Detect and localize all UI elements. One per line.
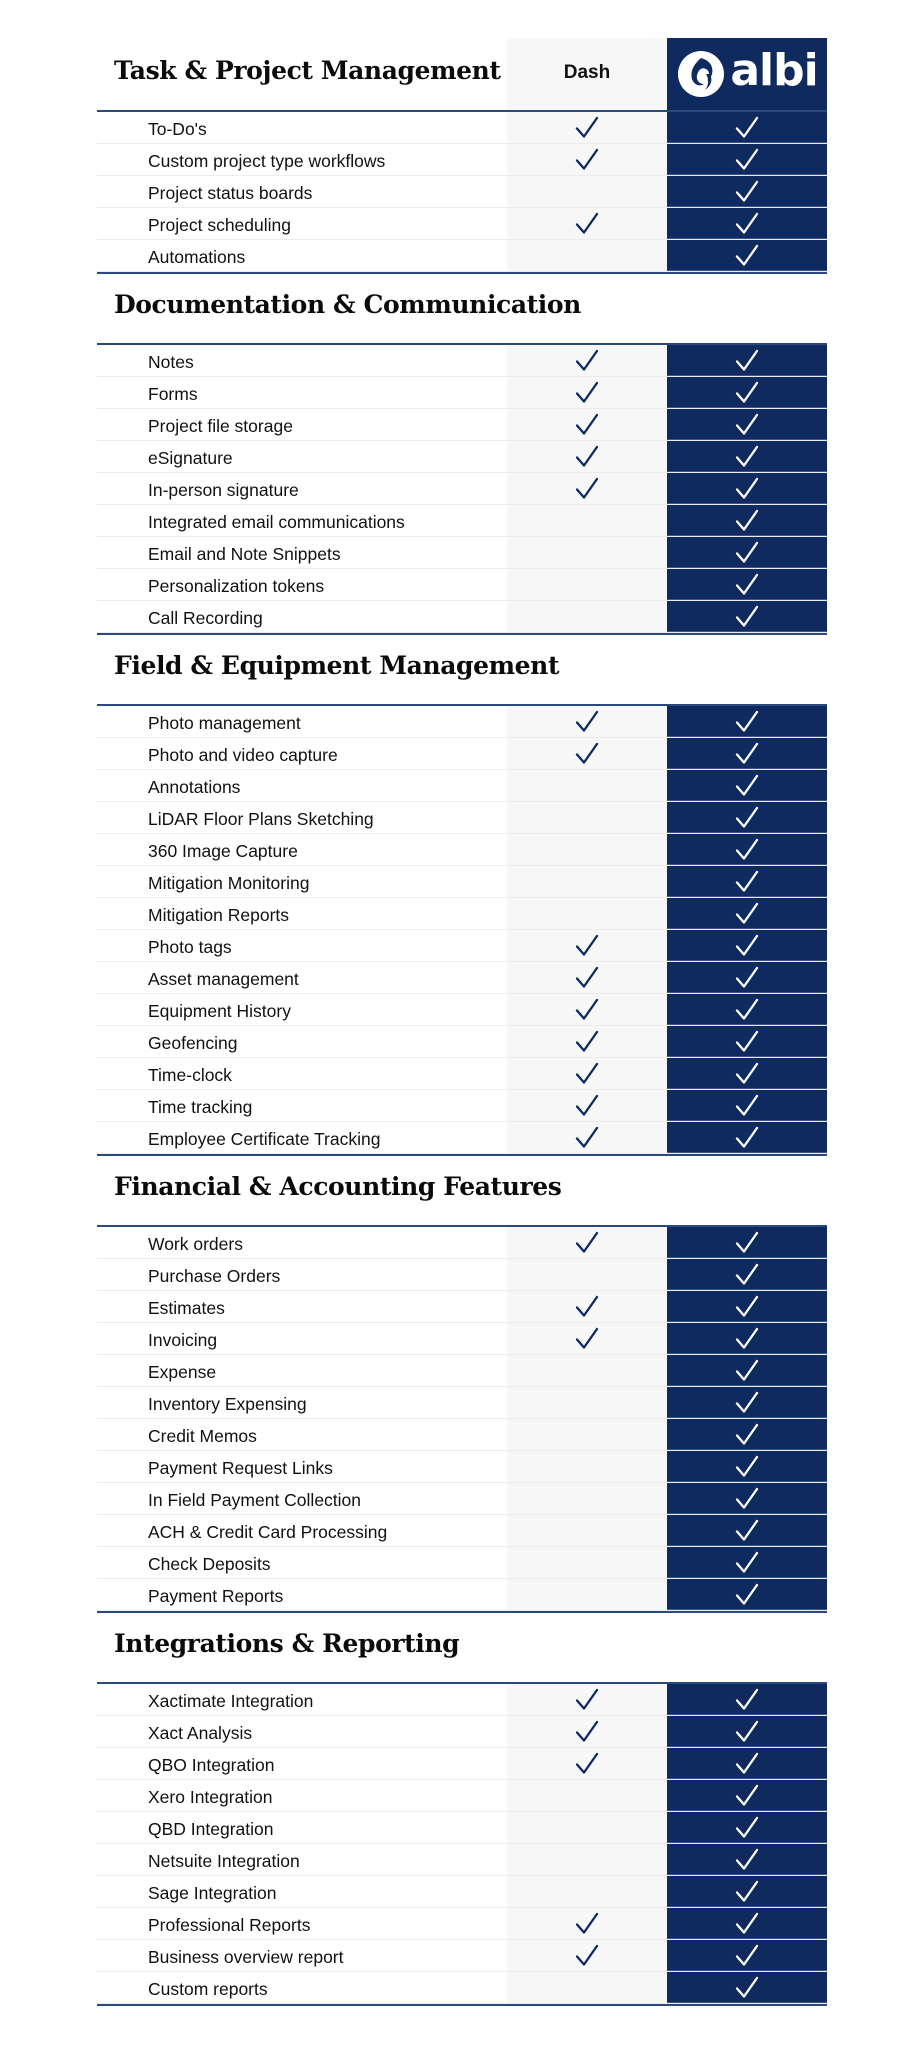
albi-check-icon — [734, 1061, 760, 1087]
albi-check-icon — [734, 933, 760, 959]
feature-row — [97, 1940, 827, 1972]
feature-label: Forms — [148, 384, 198, 404]
dash-cell — [507, 240, 667, 271]
feature-row — [97, 1355, 827, 1387]
feature-row — [97, 1972, 827, 2004]
feature-row — [97, 1748, 827, 1780]
albi-check-icon — [734, 1943, 760, 1969]
feature-label: Check Deposits — [148, 1554, 271, 1574]
feature-label: Time tracking — [148, 1097, 253, 1117]
dash-check-icon — [574, 933, 600, 959]
feature-row — [97, 1259, 827, 1291]
feature-list-financial-and-accounting-features — [97, 1225, 827, 1611]
dash-cell — [507, 834, 667, 865]
dash-check-icon — [574, 709, 600, 735]
feature-label: Photo management — [148, 713, 301, 733]
section-title: Integrations & Reporting — [114, 1629, 460, 1658]
dash-check-icon — [574, 115, 600, 141]
feature-row — [97, 1227, 827, 1259]
albi-check-icon — [734, 1582, 760, 1608]
feature-row — [97, 176, 827, 208]
feature-row — [97, 994, 827, 1026]
feature-label: Payment Reports — [148, 1586, 284, 1606]
feature-row — [97, 1291, 827, 1323]
feature-label: Time-clock — [148, 1065, 232, 1085]
dash-cell — [507, 898, 667, 929]
feature-list-integrations-and-reporting — [97, 1682, 827, 2004]
feature-label: Xero Integration — [148, 1787, 273, 1807]
albi-check-icon — [734, 412, 760, 438]
feature-label: QBD Integration — [148, 1819, 274, 1839]
feature-row — [97, 1812, 827, 1844]
feature-row — [97, 1483, 827, 1515]
feature-row — [97, 1547, 827, 1579]
dash-cell — [507, 1355, 667, 1386]
feature-list-task-and-project-management — [97, 110, 827, 272]
dash-check-icon — [574, 1326, 600, 1352]
dash-check-icon — [574, 147, 600, 173]
dash-cell — [507, 601, 667, 632]
dash-cell — [507, 505, 667, 536]
dash-check-icon — [574, 997, 600, 1023]
feature-label: Annotations — [148, 777, 241, 797]
feature-label: Project status boards — [148, 183, 313, 203]
albi-check-icon — [734, 540, 760, 566]
dash-check-icon — [574, 1230, 600, 1256]
feature-label: Custom reports — [148, 1979, 268, 1999]
dash-cell — [507, 537, 667, 568]
albi-check-icon — [734, 243, 760, 269]
feature-label: Professional Reports — [148, 1915, 311, 1935]
albi-check-icon — [734, 965, 760, 991]
dash-cell — [507, 1547, 667, 1578]
dash-check-icon — [574, 1719, 600, 1745]
dash-cell — [507, 1515, 667, 1546]
albi-check-icon — [734, 604, 760, 630]
albi-check-icon — [734, 115, 760, 141]
feature-row — [97, 1323, 827, 1355]
feature-label: Invoicing — [148, 1330, 218, 1350]
dash-check-icon — [574, 412, 600, 438]
albi-check-icon — [734, 1975, 760, 2001]
dash-check-icon — [574, 965, 600, 991]
dash-check-icon — [574, 1687, 600, 1713]
dash-check-icon — [574, 1029, 600, 1055]
feature-row — [97, 930, 827, 962]
section-header-documentation-and-communication — [97, 272, 827, 343]
albi-check-icon — [734, 1422, 760, 1448]
albi-check-icon — [734, 1029, 760, 1055]
albi-logo-icon — [676, 49, 726, 99]
feature-row — [97, 802, 827, 834]
feature-label: Photo tags — [148, 937, 232, 957]
feature-row — [97, 834, 827, 866]
feature-row — [97, 1579, 827, 1611]
feature-label: Notes — [148, 352, 194, 372]
feature-row — [97, 441, 827, 473]
albi-check-icon — [734, 805, 760, 831]
feature-row — [97, 537, 827, 569]
albi-check-icon — [734, 572, 760, 598]
albi-check-icon — [734, 741, 760, 767]
albi-check-icon — [734, 1390, 760, 1416]
albi-check-icon — [734, 508, 760, 534]
feature-label: Business overview report — [148, 1947, 344, 1967]
feature-label: eSignature — [148, 448, 233, 468]
feature-label: To-Do's — [148, 119, 207, 139]
albi-check-icon — [734, 147, 760, 173]
section-title: Task & Project Management — [114, 56, 501, 85]
dash-check-icon — [574, 1061, 600, 1087]
feature-row — [97, 1419, 827, 1451]
section-title: Field & Equipment Management — [114, 651, 560, 680]
dash-cell — [507, 1483, 667, 1514]
albi-check-icon — [734, 476, 760, 502]
feature-row — [97, 569, 827, 601]
dash-cell — [507, 176, 667, 207]
dash-cell — [507, 866, 667, 897]
dash-cell — [507, 1876, 667, 1907]
albi-check-icon — [734, 1326, 760, 1352]
dash-cell — [507, 1419, 667, 1450]
feature-row — [97, 1090, 827, 1122]
albi-check-icon — [734, 1230, 760, 1256]
dash-cell — [507, 1387, 667, 1418]
feature-label: Geofencing — [148, 1033, 238, 1053]
dash-cell — [507, 802, 667, 833]
feature-row — [97, 1716, 827, 1748]
dash-check-icon — [574, 741, 600, 767]
feature-row — [97, 1387, 827, 1419]
feature-row — [97, 770, 827, 802]
feature-label: Xact Analysis — [148, 1723, 253, 1743]
albi-check-icon — [734, 1093, 760, 1119]
albi-check-icon — [734, 1294, 760, 1320]
feature-row — [97, 505, 827, 537]
albi-check-icon — [734, 1719, 760, 1745]
albi-check-icon — [734, 1847, 760, 1873]
albi-check-icon — [734, 901, 760, 927]
dash-check-icon — [574, 476, 600, 502]
dash-cell — [507, 1844, 667, 1875]
albi-check-icon — [734, 1879, 760, 1905]
albi-check-icon — [734, 837, 760, 863]
feature-label: Xactimate Integration — [148, 1691, 314, 1711]
albi-check-icon — [734, 1454, 760, 1480]
feature-row — [97, 1515, 827, 1547]
feature-row — [97, 208, 827, 240]
feature-label: Email and Note Snippets — [148, 544, 341, 564]
dash-cell — [507, 1451, 667, 1482]
feature-row — [97, 409, 827, 441]
feature-row — [97, 898, 827, 930]
feature-row — [97, 866, 827, 898]
feature-label: Employee Certificate Tracking — [148, 1129, 381, 1149]
feature-row — [97, 601, 827, 633]
feature-label: Estimates — [148, 1298, 225, 1318]
feature-label: Photo and video capture — [148, 745, 338, 765]
albi-check-icon — [734, 1125, 760, 1151]
albi-check-icon — [734, 211, 760, 237]
feature-label: Call Recording — [148, 608, 263, 628]
feature-row — [97, 240, 827, 272]
feature-label: Personalization tokens — [148, 576, 325, 596]
feature-row — [97, 1876, 827, 1908]
feature-label: Sage Integration — [148, 1883, 277, 1903]
albi-check-icon — [734, 1751, 760, 1777]
feature-label: Mitigation Monitoring — [148, 873, 310, 893]
albi-check-icon — [734, 1550, 760, 1576]
albi-check-icon — [734, 1262, 760, 1288]
feature-row — [97, 345, 827, 377]
dash-cell — [507, 1259, 667, 1290]
feature-label: Automations — [148, 247, 246, 267]
feature-row — [97, 1684, 827, 1716]
dash-check-icon — [574, 1294, 600, 1320]
feature-label: Inventory Expensing — [148, 1394, 307, 1414]
section-title: Documentation & Communication — [114, 290, 581, 319]
dash-cell — [507, 1780, 667, 1811]
feature-label: Project scheduling — [148, 215, 291, 235]
feature-label: Integrated email communications — [148, 512, 405, 532]
feature-row — [97, 1844, 827, 1876]
section-header-task-and-project-management — [97, 38, 827, 110]
dash-column-label: Dash — [563, 62, 611, 83]
feature-label: QBO Integration — [148, 1755, 275, 1775]
feature-label: In-person signature — [148, 480, 299, 500]
section-header-financial-and-accounting-features — [97, 1154, 827, 1225]
feature-row — [97, 962, 827, 994]
albi-check-icon — [734, 179, 760, 205]
dash-cell — [507, 1812, 667, 1843]
albi-check-icon — [734, 380, 760, 406]
feature-row — [97, 377, 827, 409]
feature-row — [97, 1780, 827, 1812]
feature-row — [97, 1026, 827, 1058]
albi-check-icon — [734, 869, 760, 895]
feature-label: Asset management — [148, 969, 299, 989]
albi-check-icon — [734, 1358, 760, 1384]
dash-cell — [507, 569, 667, 600]
feature-row — [97, 1451, 827, 1483]
dash-check-icon — [574, 348, 600, 374]
feature-row — [97, 144, 827, 176]
feature-label: In Field Payment Collection — [148, 1490, 362, 1510]
albi-check-icon — [734, 444, 760, 470]
albi-logo — [667, 38, 827, 110]
feature-label: Expense — [148, 1362, 217, 1382]
feature-label: Credit Memos — [148, 1426, 257, 1446]
albi-check-icon — [734, 773, 760, 799]
feature-label: Payment Request Links — [148, 1458, 333, 1478]
albi-check-icon — [734, 997, 760, 1023]
feature-row — [97, 1058, 827, 1090]
section-header-integrations-and-reporting — [97, 1611, 827, 1682]
dash-check-icon — [574, 211, 600, 237]
dash-check-icon — [574, 1943, 600, 1969]
feature-label: ACH & Credit Card Processing — [148, 1522, 388, 1542]
dash-check-icon — [574, 1093, 600, 1119]
feature-label: Netsuite Integration — [148, 1851, 300, 1871]
albi-check-icon — [734, 348, 760, 374]
feature-label: Custom project type workflows — [148, 151, 386, 171]
feature-row — [97, 473, 827, 505]
feature-row — [97, 706, 827, 738]
feature-list-field-and-equipment-management — [97, 704, 827, 1154]
dash-check-icon — [574, 444, 600, 470]
albi-check-icon — [734, 1687, 760, 1713]
feature-label: Mitigation Reports — [148, 905, 290, 925]
albi-check-icon — [734, 709, 760, 735]
feature-label: Work orders — [148, 1234, 243, 1254]
feature-row — [97, 112, 827, 144]
feature-list-documentation-and-communication — [97, 343, 827, 633]
feature-row — [97, 1122, 827, 1154]
feature-row — [97, 738, 827, 770]
albi-check-icon — [734, 1518, 760, 1544]
feature-label: Purchase Orders — [148, 1266, 281, 1286]
albi-check-icon — [734, 1911, 760, 1937]
albi-logo-text: albi — [730, 45, 818, 96]
dash-cell — [507, 1579, 667, 1610]
albi-check-icon — [734, 1815, 760, 1841]
table-bottom-rule — [97, 2004, 827, 2006]
section-header-field-and-equipment-management — [97, 633, 827, 704]
dash-cell — [507, 1972, 667, 2003]
feature-row — [97, 1908, 827, 1940]
feature-label: Project file storage — [148, 416, 293, 436]
dash-check-icon — [574, 380, 600, 406]
dash-cell — [507, 770, 667, 801]
feature-label: LiDAR Floor Plans Sketching — [148, 809, 374, 829]
section-title: Financial & Accounting Features — [114, 1172, 562, 1201]
albi-check-icon — [734, 1486, 760, 1512]
feature-label: 360 Image Capture — [148, 841, 298, 861]
albi-check-icon — [734, 1783, 760, 1809]
dash-check-icon — [574, 1911, 600, 1937]
feature-label: Equipment History — [148, 1001, 291, 1021]
dash-check-icon — [574, 1125, 600, 1151]
dash-check-icon — [574, 1751, 600, 1777]
comparison-table — [97, 38, 827, 2006]
